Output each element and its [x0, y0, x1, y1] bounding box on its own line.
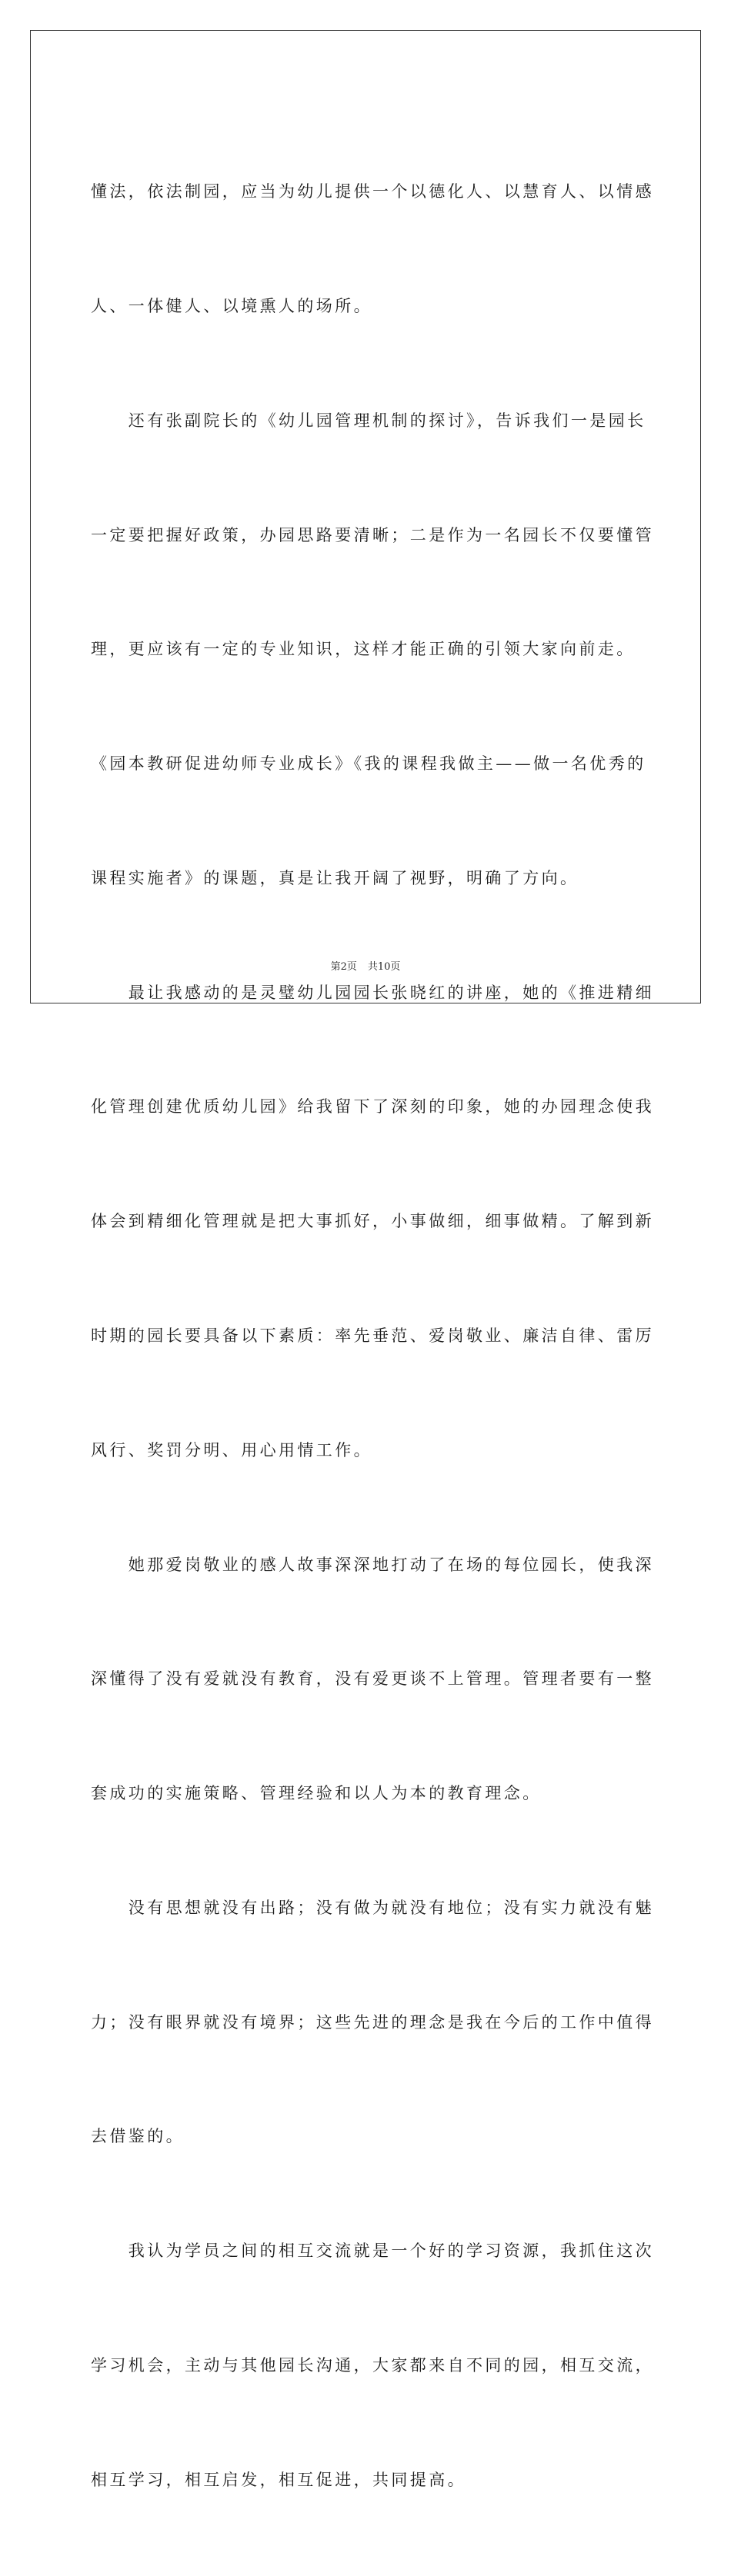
page-total: 共10页	[367, 961, 401, 973]
text-line: 相互学习，相互启发，相互促进，共同提高。	[91, 2470, 466, 2489]
text-line: 她那爱岗敬业的感人故事深深地打动了在场的每位园长，使我深	[91, 1555, 654, 1574]
text-line: 没有思想就没有出路；没有做为就没有地位；没有实力就没有魅	[91, 1898, 654, 1917]
text-line: 一定要把握好政策，办园思路要清晰；二是作为一名园长不仅要懂管	[91, 525, 654, 544]
text-line: 去借鉴的。	[91, 2127, 185, 2146]
text-line: 人、一体健人、以境熏人的场所。	[91, 296, 372, 315]
text-line: 学习机会，主动与其他园长沟通，大家都来自不同的园，相互交流，	[91, 2356, 654, 2375]
text-line: 《园本教研促进幼师专业成长》《我的课程我做主——做一名优秀的	[91, 754, 646, 774]
document-body	[91, 97, 654, 2576]
text-line: 懂法，依法制园，应当为幼儿提供一个以德化人、以慧育人、以情感	[91, 182, 654, 201]
page-number: 第2页	[330, 961, 357, 973]
text-line: 化管理创建优质幼儿园》给我留下了深刻的印象，她的办园理念使我	[91, 1097, 654, 1117]
text-line: 时期的园长要具备以下素质：率先垂范、爱岗敬业、廉洁自律、雷厉	[91, 1326, 654, 1345]
text-line: 理，更应该有一定的专业知识，这样才能正确的引领大家向前走。	[91, 640, 636, 659]
text-line: 还有张副院长的《幼儿园管理机制的探讨》，告诉我们一是园长	[91, 411, 646, 430]
document-text	[91, 97, 654, 2576]
text-line: 课程实施者》的课题，真是让我开阔了视野，明确了方向。	[91, 868, 579, 887]
text-line: 深懂得了没有爱就没有教育，没有爱更谈不上管理。管理者要有一整	[91, 1669, 654, 1689]
text-line: 我认为学员之间的相互交流就是一个好的学习资源，我抓住这次	[91, 2242, 654, 2261]
text-line: 风行、奖罚分明、用心用情工作。	[91, 1440, 372, 1459]
text-line: 最让我感动的是灵璧幼儿园园长张晓红的讲座，她的《推进精细	[91, 983, 654, 1002]
text-line: 套成功的实施策略、管理经验和以人为本的教育理念。	[91, 1784, 542, 1803]
page-footer	[0, 958, 731, 973]
text-line: 体会到精细化管理就是把大事抓好，小事做细，细事做精。了解到新	[91, 1212, 654, 1231]
text-line: 力；没有眼界就没有境界；这些先进的理念是我在今后的工作中值得	[91, 2012, 654, 2032]
